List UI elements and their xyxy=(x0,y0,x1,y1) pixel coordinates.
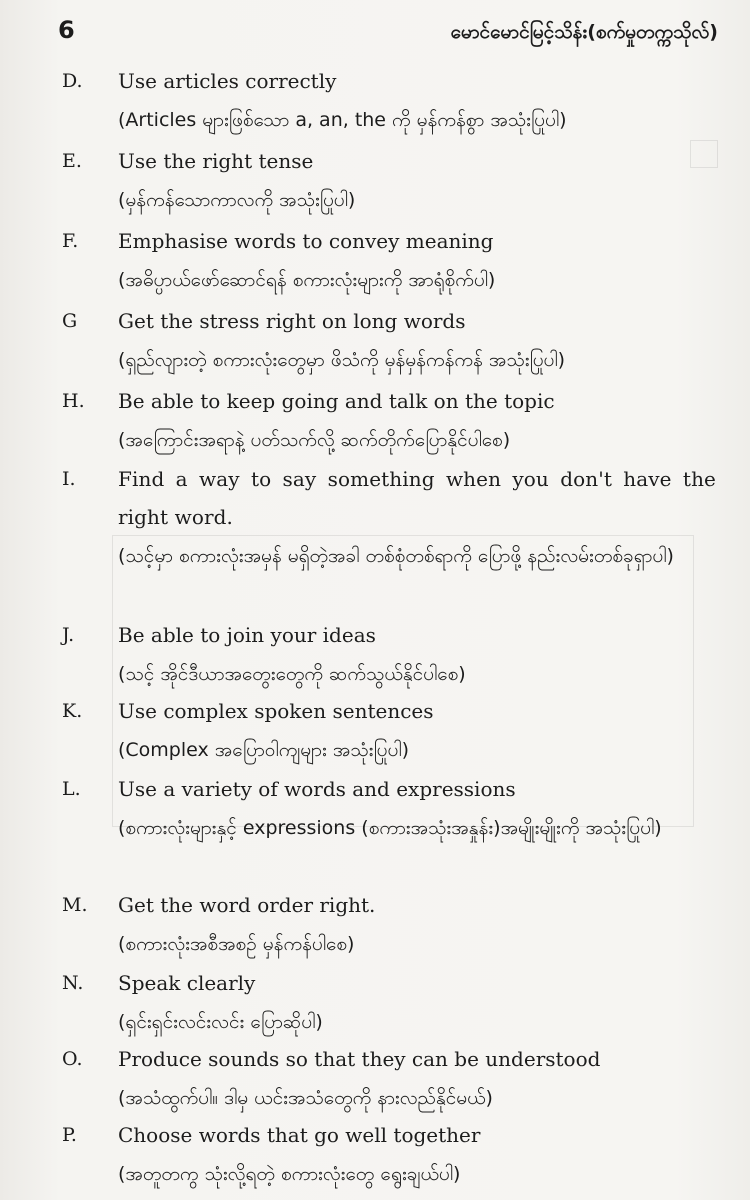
item-myanmar: (ရှည်လျားတဲ့ စကားလုံးတွေမှာ ဖိသံကို မှန်မှန်ကန်ကန် အသုံးပြုပါ) xyxy=(118,349,566,371)
item-english: Get the stress right on long words xyxy=(118,309,466,333)
list-item xyxy=(0,964,750,1040)
item-marker: M. xyxy=(62,894,88,916)
item-myanmar: (အဓိပ္ပာယ်ဖော်ဆောင်ရန် စကားလုံးများကို အာရုံစိုက်ပါ) xyxy=(118,269,496,291)
item-marker: O. xyxy=(62,1048,83,1070)
item-english: Use a variety of words and expressions xyxy=(118,777,516,801)
list-item xyxy=(0,1116,750,1192)
running-title: မောင်မောင်မြင့်သိန်း(စက်မှုတက္ကသိုလ်) xyxy=(450,21,718,43)
list-item xyxy=(0,692,750,770)
item-myanmar: (Complex အပြောဝါကျများ အသုံးပြုပါ) xyxy=(118,739,410,761)
list-item xyxy=(0,770,750,886)
list-item xyxy=(0,142,750,222)
item-myanmar: (သင့် အိုင်ဒီယာအတွေးတွေကို ဆက်သွယ်နိုင်ပါစေ) xyxy=(118,663,466,685)
item-marker: K. xyxy=(62,700,83,722)
item-english: Speak clearly xyxy=(118,971,256,995)
page-number: 6 xyxy=(58,16,75,44)
item-marker: N. xyxy=(62,972,84,994)
item-marker: F. xyxy=(62,230,79,252)
item-marker: P. xyxy=(62,1124,77,1146)
item-english: Be able to keep going and talk on the topic xyxy=(118,389,555,413)
item-marker: E. xyxy=(62,150,82,172)
item-myanmar: (အသံထွက်ပါ။ ဒါမှ ယင်းအသံတွေကို နားလည်နိုင်မယ်) xyxy=(118,1087,493,1109)
item-english: Emphasise words to convey meaning xyxy=(118,229,494,253)
item-english: Use articles correctly xyxy=(118,69,337,93)
item-english: Use complex spoken sentences xyxy=(118,699,434,723)
item-english: Be able to join your ideas xyxy=(118,623,376,647)
item-marker: L. xyxy=(62,778,81,800)
item-myanmar: (စကားလုံးအစီအစဉ် မှန်ကန်ပါစေ) xyxy=(118,933,355,955)
item-myanmar: (သင့်မှာ စကားလုံးအမှန် မရှိတဲ့အခါ တစ်စုံတစ်ရာကို ပြောဖို့ နည်းလမ်းတစ်ခုရှာပါ) xyxy=(118,545,674,567)
item-marker: H. xyxy=(62,390,85,412)
item-myanmar: (Articles များဖြစ်သော a, an, the ကို မှန်ကန်စွာ အသုံးပြုပါ) xyxy=(118,109,567,131)
item-myanmar: (အတူတကွ သုံးလို့ရတဲ့ စကားလုံးတွေ ရွေးချယ်ပါ) xyxy=(118,1163,461,1185)
list-item xyxy=(0,886,750,964)
item-marker: I. xyxy=(62,468,76,490)
tips-list xyxy=(0,62,750,1192)
list-item xyxy=(0,62,750,142)
list-item xyxy=(0,382,750,460)
item-myanmar: (ရှင်းရှင်းလင်းလင်း ပြောဆိုပါ) xyxy=(118,1011,323,1033)
list-item xyxy=(0,460,750,616)
item-myanmar: (မှန်ကန်သောကာလကို အသုံးပြုပါ) xyxy=(118,189,356,211)
list-item xyxy=(0,616,750,692)
item-marker: D. xyxy=(62,70,83,92)
page-header xyxy=(0,14,750,54)
item-english: Find a way to say something when you don't have the right word. xyxy=(118,467,716,529)
item-marker: J. xyxy=(62,624,75,646)
item-english: Produce sounds so that they can be understood xyxy=(118,1047,601,1071)
list-item xyxy=(0,1040,750,1116)
item-marker: G xyxy=(62,310,78,332)
list-item xyxy=(0,222,750,302)
list-item xyxy=(0,302,750,382)
item-english: Use the right tense xyxy=(118,149,314,173)
item-myanmar: (စကားလုံးများနှင့် expressions (စကားအသုံးအနှုန်း)အမျိုးမျိုးကို အသုံးပြုပါ) xyxy=(118,817,662,839)
item-english: Choose words that go well together xyxy=(118,1123,481,1147)
item-english: Get the word order right. xyxy=(118,893,376,917)
item-myanmar: (အကြောင်းအရာနဲ့ ပတ်သက်လို့ ဆက်တိုက်ပြောနိုင်ပါစေ) xyxy=(118,429,511,451)
